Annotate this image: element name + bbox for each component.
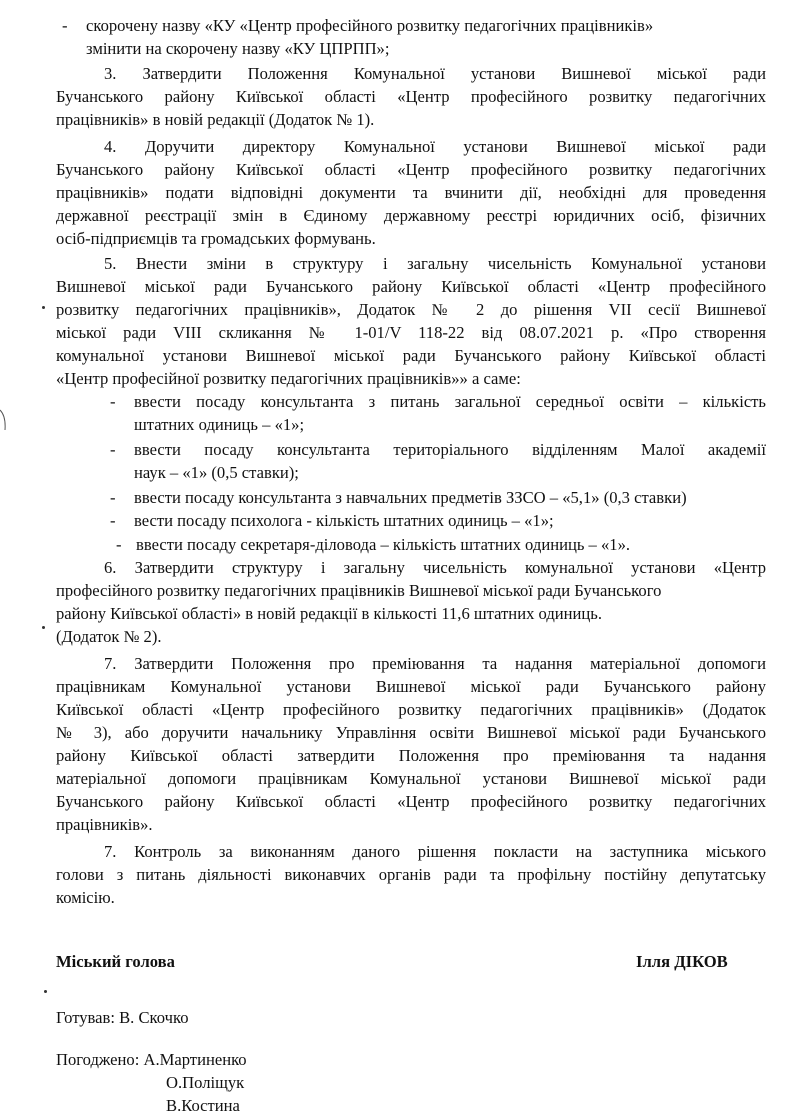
scan-dot (42, 306, 45, 309)
item4-line-4: державної реєстрації змін в Єдиному державному реєстрі юридичних осіб, фізичних (56, 206, 766, 225)
prepared-by: Готував: В. Скочко (56, 1008, 189, 1027)
item7-line-2: працівникам Комунальної установи Вишневої міської ради Бучанського району (56, 677, 766, 696)
top-item-line-2: змінити на скорочену назву «КУ ЦПРПП»; (86, 39, 390, 58)
signature-name: Ілля ДІКОВ (636, 952, 728, 971)
approved-label: Погоджено: А.Мартиненко (56, 1050, 247, 1069)
item5-line-3: розвитку педагогічних працівників», Додаток № 2 до рішення VII сесії Вишневої (56, 300, 766, 319)
list-dash: - (110, 511, 116, 530)
bullet4: вести посаду психолога - кількість штатних одиниць – «1»; (134, 511, 554, 530)
item6-line-3: району Київської області» в новій редакції в кількості 11,6 штатних одиниць. (56, 604, 603, 623)
item5-line-5: комунальної установи Вишневої міської ради Бучанського району Київської області (56, 346, 766, 365)
item4-line-2: Бучанського району Київської області «Центр професійного розвитку педагогічних (56, 160, 766, 179)
item6-line-4: (Додаток № 2). (56, 627, 162, 646)
item7b-line-1: 7. Контроль за виконанням даного рішення покласти на заступника міського (104, 842, 766, 861)
item4-line-3: працівників» подати відповідні документи та вчинити дії, необхідні для проведення (56, 183, 766, 202)
bullet1-line-2: штатних одиниць – «1»; (134, 415, 305, 434)
item5-line-1: 5. Внести зміни в структуру і загальну чисельність Комунальної установи (104, 254, 766, 273)
bullet1-line-1: ввести посаду консультанта з питань загальної середньої освіти – кількість (134, 392, 766, 411)
bullet2-line-1: ввести посаду консультанта територіального відділенням Малої академії (134, 440, 766, 459)
bullet3: ввести посаду консультанта з навчальних предметів ЗЗСО – «5,1» (0,3 ставки) (134, 488, 687, 507)
list-dash: - (62, 16, 68, 35)
item7-line-1: 7. Затвердити Положення про преміювання та надання матеріальної допомоги (104, 654, 766, 673)
item7-line-6: матеріальної допомоги працівникам Комунальної установи Вишневої міської ради (56, 769, 766, 788)
scan-dot (44, 990, 47, 993)
bullet5: ввести посаду секретаря-діловода – кількість штатних одиниць – «1». (136, 535, 631, 554)
item7-line-7: Бучанського району Київської області «Центр професійного розвитку педагогічних (56, 792, 766, 811)
item3-line-2: Бучанського району Київської області «Центр професійного розвитку педагогічних (56, 87, 766, 106)
item3-line-3: працівників» в новій редакції (Додаток № 1). (56, 110, 375, 129)
scan-edge-mark (0, 408, 8, 432)
item7-line-4: № 3), або доручити начальнику Управління освіти Вишневої міської ради Бучанського (56, 723, 766, 742)
approved-name-1: О.Поліщук (166, 1073, 245, 1092)
list-dash: - (116, 535, 122, 554)
bullet2-line-2: наук – «1» (0,5 ставки); (134, 463, 299, 482)
item7-line-8: працівників». (56, 815, 153, 834)
approved-name-2: В.Костина (166, 1096, 240, 1115)
signature-position: Міський голова (56, 952, 175, 971)
list-dash: - (110, 392, 116, 411)
item7b-line-2: голови з питань діяльності виконавчих органів ради та профільну постійну депутатську (56, 865, 766, 884)
list-dash: - (110, 488, 116, 507)
item3-line-1: 3. Затвердити Положення Комунальної установи Вишневої міської ради (104, 64, 766, 83)
item7-line-5: району Київської області затвердити Положення про преміювання та надання (56, 746, 766, 765)
item6-line-2: професійного розвитку педагогічних працівників Вишневої міської ради Бучанського (56, 581, 662, 600)
item5-line-2: Вишневої міської ради Бучанського району Київської області «Центр професійного (56, 277, 766, 296)
top-item-line-1: скорочену назву «КУ «Центр професійного розвитку педагогічних працівників» (86, 16, 654, 35)
item5-line-4: міської ради VIII скликання № 1-01/V 118-22 від 08.07.2021 р. «Про створення (56, 323, 766, 342)
item4-line-1: 4. Доручити директору Комунальної установи Вишневої міської ради (104, 137, 766, 156)
item4-line-5: осіб-підприємців та громадських формувань. (56, 229, 376, 248)
item6-line-1: 6. Затвердити структуру і загальну чисельність комунальної установи «Центр (104, 558, 766, 577)
list-dash: - (110, 440, 116, 459)
item5-line-6: «Центр професійної розвитку педагогічних працівників»» а саме: (56, 369, 521, 388)
item7-line-3: Київської області «Центр професійного розвитку педагогічних працівників» (Додаток (56, 700, 766, 719)
item7b-line-3: комісію. (56, 888, 115, 907)
scan-dot (42, 626, 45, 629)
